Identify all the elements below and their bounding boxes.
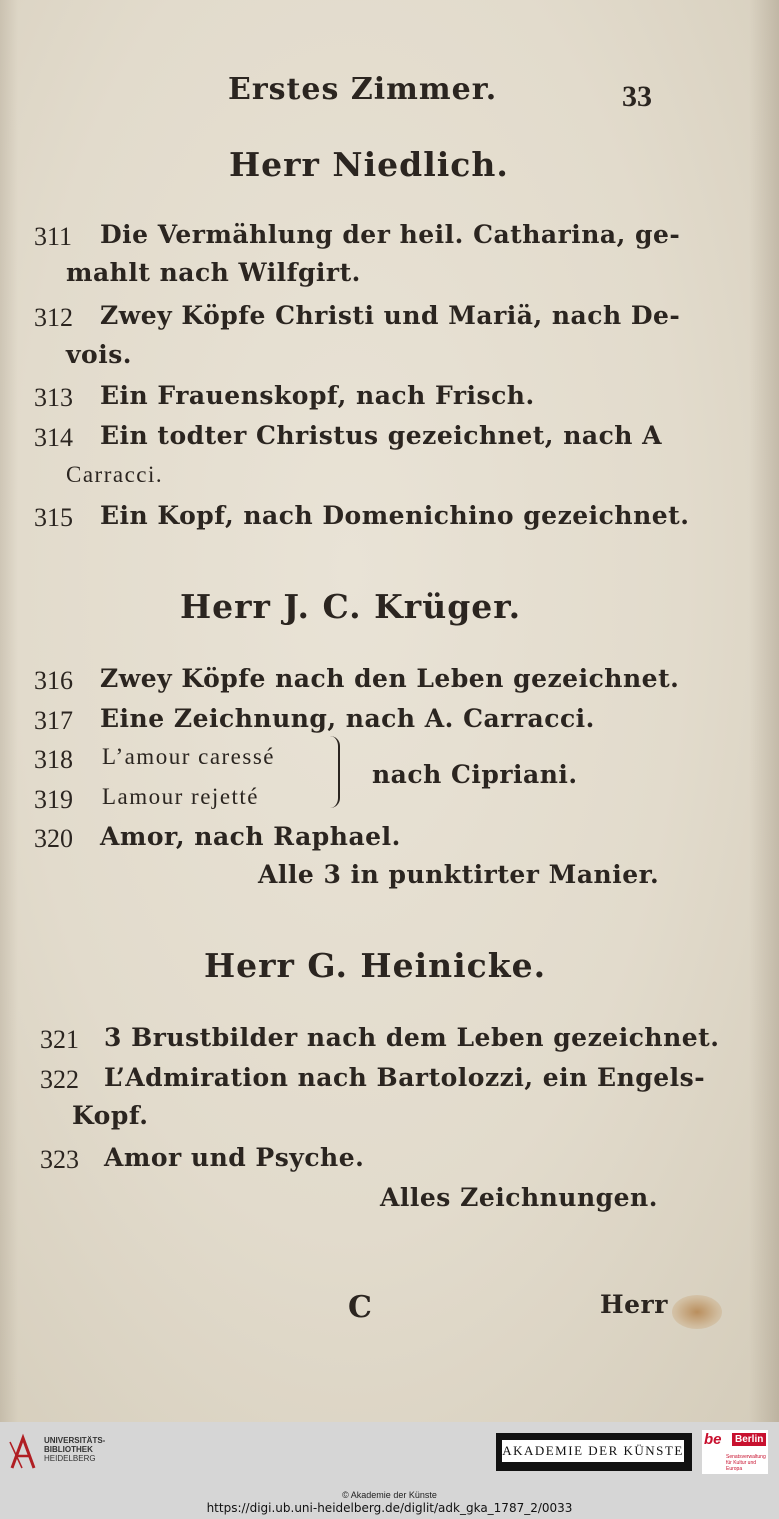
academy-logo-label: AKADEMIE DER KÜNSTE	[502, 1440, 684, 1462]
section-heading-krueger: Herr J. C. Krüger.	[180, 587, 522, 626]
berlin-subtitle-line: für Kultur und Europa	[726, 1460, 757, 1472]
entry-text: Ein todter Christus gezeichnet, nach A	[100, 421, 663, 450]
entry-number: 313	[34, 383, 73, 412]
entry-text-continued: mahlt nach Wilfgirt.	[66, 258, 361, 287]
entry-text: Amor und Psyche.	[104, 1143, 365, 1172]
catchword: Herr	[600, 1290, 668, 1319]
entry-number: 312	[34, 303, 73, 332]
section-note: Alles Zeichnungen.	[380, 1183, 658, 1212]
entry-text: Zwey Köpfe Christi und Mariä, nach De-	[100, 301, 681, 330]
section-heading-niedlich: Herr Niedlich.	[229, 145, 509, 184]
entry-number: 315	[34, 503, 73, 532]
page-number: 33	[622, 80, 652, 113]
entry-text: Zwey Köpfe nach den Leben gezeichnet.	[100, 664, 680, 693]
copyright-notice: © Akademie der Künste	[342, 1490, 437, 1500]
page-url-link[interactable]: https://digi.ub.uni-heidelberg.de/diglit/adk_gka_1787_2/0033	[206, 1501, 573, 1515]
running-head: Erstes Zimmer.	[228, 72, 498, 107]
berlin-subtitle-line: Senatsverwaltung	[726, 1454, 766, 1460]
entry-text: Amor, nach Raphael.	[100, 822, 401, 851]
entry-text: 3 Brustbilder nach dem Leben gezeichnet.	[104, 1023, 720, 1052]
entry-number: 314	[34, 423, 73, 452]
entry-number: 316	[34, 666, 73, 695]
paper-stain	[672, 1295, 722, 1329]
entry-text: Die Vermählung der heil. Catharina, ge-	[100, 220, 681, 249]
page-edge-shadow-right	[749, 0, 779, 1422]
signature-mark: C	[348, 1290, 373, 1325]
entry-number: 323	[40, 1145, 79, 1174]
berlin-senate-logo[interactable]	[702, 1430, 768, 1474]
entry-number: 311	[34, 222, 73, 251]
section-heading-heinicke: Herr G. Heinicke.	[204, 946, 547, 985]
berlin-logo-be: be	[704, 1431, 722, 1448]
entry-text-continued: Carracci.	[66, 462, 164, 487]
entry-text: L’amour caressé	[102, 744, 275, 769]
academy-logo[interactable]	[496, 1433, 692, 1471]
university-library-logo-icon[interactable]	[8, 1432, 38, 1472]
page-edge-shadow-left	[0, 0, 18, 1422]
entry-number: 322	[40, 1065, 79, 1094]
library-name-line: UNIVERSITÄTS-	[44, 1436, 106, 1445]
viewer-footer	[0, 1422, 779, 1519]
entry-text-continued: vois.	[66, 340, 132, 369]
section-note: Alle 3 in punktirter Manier.	[258, 860, 660, 889]
entry-text: Ein Kopf, nach Domenichino gezeichnet.	[100, 501, 690, 530]
university-library-name[interactable]	[44, 1436, 105, 1463]
brace-attribution: nach Cipriani.	[372, 760, 578, 789]
berlin-logo-wordmark: Berlin	[732, 1433, 766, 1446]
entry-number: 320	[34, 824, 73, 853]
library-name-line: BIBLIOTHEK	[44, 1445, 93, 1454]
berlin-logo-subtitle	[726, 1454, 768, 1472]
entry-text: Eine Zeichnung, nach A. Carracci.	[100, 704, 595, 733]
entry-number: 319	[34, 785, 73, 814]
entry-number: 317	[34, 706, 73, 735]
grouping-brace	[330, 736, 340, 808]
entry-text: Lamour rejetté	[102, 784, 260, 809]
entry-text: Ein Frauenskopf, nach Frisch.	[100, 381, 535, 410]
entry-text: L’Admiration nach Bartolozzi, ein Engels-	[104, 1063, 706, 1092]
entry-number: 318	[34, 745, 73, 774]
entry-text-continued: Kopf.	[72, 1101, 149, 1130]
entry-number: 321	[40, 1025, 79, 1054]
library-name-line: HEIDELBERG	[44, 1454, 96, 1463]
